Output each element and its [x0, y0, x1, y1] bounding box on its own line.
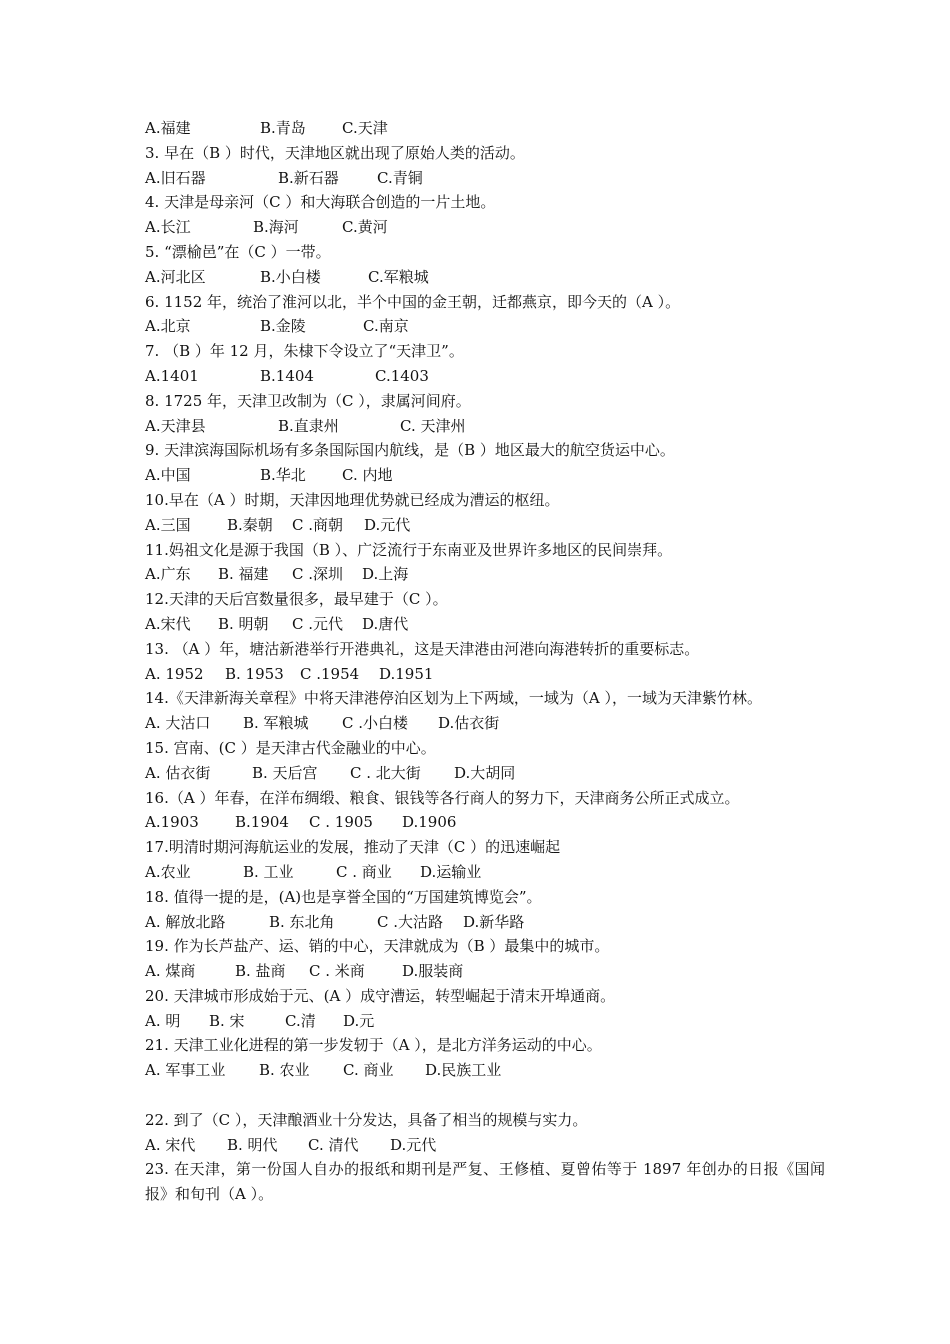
question-text: 6. 1152 年，统治了淮河以北，半个中国的金王朝，迁都燕京，即今天的（A ）。 [145, 292, 681, 311]
question-text: 7. （B ）年 12 月，朱棣下令设立了“天津卫”。 [145, 342, 464, 361]
answer-option: D.估衣街 [438, 714, 500, 733]
answer-options [145, 463, 825, 488]
answer-option: B. 天后宫 [252, 763, 318, 782]
question-text: 13. （A ）年，塘沽新港举行开港典礼，这是天津港由河港向海港转折的重要标志。 [145, 639, 700, 658]
answer-options [145, 711, 825, 736]
answer-option: D.上海 [362, 565, 409, 584]
answer-option: D.服装商 [402, 962, 464, 981]
answer-option: B.青岛 [260, 119, 306, 137]
answer-options [145, 215, 825, 240]
answer-option: D.1951 [379, 664, 434, 683]
answer-option: B. 宋 [209, 1011, 245, 1030]
answer-option: C .大沽路 [377, 912, 444, 931]
answer-options [145, 1058, 825, 1083]
answer-option: A.河北区 [145, 267, 206, 286]
answer-options [145, 513, 825, 538]
answer-option: C . 1905 [309, 813, 373, 832]
answer-options [145, 1133, 825, 1158]
answer-option: C.军粮城 [368, 267, 429, 286]
answer-options [145, 662, 825, 687]
answer-option: D.新华路 [463, 912, 525, 931]
answer-options [145, 1009, 825, 1034]
answer-options [145, 364, 825, 389]
question-text: 12.天津的天后宫数量很多，最早建于（C ）。 [145, 590, 448, 609]
answer-option: B.海河 [253, 218, 299, 237]
answer-options [145, 562, 825, 587]
answer-option: C. 清代 [308, 1135, 359, 1154]
answer-option: C. 天津州 [400, 416, 466, 435]
answer-option: C.青铜 [377, 168, 423, 187]
answer-option: A. 宋代 [145, 1135, 196, 1154]
answer-option: A.福建 [145, 119, 191, 137]
answer-option: C .深圳 [292, 565, 344, 584]
blank-line [145, 1083, 825, 1108]
answer-option: B. 东北角 [269, 912, 335, 931]
answer-option: B.1904 [235, 813, 289, 832]
answer-option: D.1906 [402, 813, 457, 832]
answer-option: A.长江 [145, 218, 191, 237]
answer-option: A.三国 [145, 515, 191, 534]
answer-options [145, 265, 825, 290]
answer-option: A.旧石器 [145, 168, 206, 187]
question-text: 20. 天津城市形成始于元、(A ）成守漕运，转型崛起于清末开埠通商。 [145, 986, 616, 1005]
answer-option: A.广东 [145, 565, 191, 584]
question-text: 17.明清时期河海航运业的发展，推动了天津（C ）的迅速崛起 [145, 838, 561, 857]
answer-option: B.直隶州 [278, 416, 339, 435]
answer-option: C. 内地 [342, 466, 393, 485]
answer-options [145, 761, 825, 786]
question-text: 4. 天津是母亲河（C ）和大海联合创造的一片土地。 [145, 193, 496, 212]
answer-options [145, 860, 825, 885]
answer-option: D.元代 [390, 1135, 437, 1154]
answer-options [145, 612, 825, 637]
answer-option: D.唐代 [362, 614, 409, 633]
answer-option: B. 农业 [259, 1061, 310, 1080]
question-text: 5. “漂榆邑”在（C ）一带。 [145, 242, 331, 261]
question-text: 15. 宫南、(C ）是天津古代金融业的中心。 [145, 738, 436, 757]
answer-option: B. 明朝 [218, 614, 269, 633]
answer-option: C . 北大街 [350, 763, 421, 782]
question-text: 21. 天津工业化进程的第一步发轫于（A ），是北方洋务运动的中心。 [145, 1036, 602, 1055]
answer-options [145, 414, 825, 439]
answer-option: D.民族工业 [425, 1061, 502, 1080]
question-text: 3. 早在（B ）时代，天津地区就出现了原始人类的活动。 [145, 143, 525, 162]
answer-options [145, 314, 825, 339]
answer-option: A. 明 [145, 1011, 181, 1030]
answer-option: A. 煤商 [145, 962, 196, 981]
answer-option: B.1404 [260, 366, 314, 385]
answer-option: A. 估衣街 [145, 763, 211, 782]
answer-option: A. 军事工业 [145, 1061, 226, 1080]
answer-option: D.运输业 [420, 862, 482, 881]
answer-option: B.秦朝 [227, 515, 273, 534]
answer-option: A.1903 [145, 813, 199, 832]
answer-option: D.元 [343, 1011, 375, 1030]
answer-option: A.中国 [145, 466, 191, 485]
question-text: 10.早在（A ）时期，天津因地理优势就已经成为漕运的枢纽。 [145, 490, 560, 509]
document-page [145, 116, 825, 1207]
answer-option: A.北京 [145, 317, 191, 336]
question-text: 22. 到了（C ），天津酿酒业十分发达，具备了相当的规模与实力。 [145, 1110, 588, 1129]
answer-option: B. 1953 [225, 664, 284, 683]
answer-option: C.黄河 [342, 218, 388, 237]
answer-option: C.1403 [375, 366, 429, 385]
answer-option: C . 商业 [336, 862, 392, 881]
answer-option: B.金陵 [260, 317, 306, 336]
answer-option: B. 明代 [227, 1135, 278, 1154]
answer-options [145, 116, 825, 141]
answer-option: C.天津 [342, 119, 388, 137]
answer-options [145, 910, 825, 935]
question-text: 16.（A ）年春，在洋布绸缎、粮食、银钱等各行商人的努力下，天津商务公所正式成立。 [145, 788, 740, 807]
question-text: 18. 值得一提的是，(A)也是享誉全国的“万国建筑博览会”。 [145, 887, 542, 906]
question-text: 9. 天津滨海国际机场有多条国际国内航线，是（B ）地区最大的航空货运中心。 [145, 441, 675, 460]
question-text: 8. 1725 年，天津卫改制为（C ），隶属河间府。 [145, 391, 471, 410]
answer-options [145, 959, 825, 984]
answer-option: C .商朝 [292, 515, 344, 534]
answer-option: A.宋代 [145, 614, 191, 633]
answer-option: A.天津县 [145, 416, 206, 435]
answer-option: C.南京 [363, 317, 409, 336]
answer-option: B. 军粮城 [243, 714, 309, 733]
answer-option: D.元代 [364, 515, 411, 534]
question-text: 23. 在天津，第一份国人自办的报纸和期刊是严复、王修植、夏曾佑等于 1897 年创办的日报《国闻报》和旬刊（A ）。 [145, 1160, 825, 1204]
answer-options [145, 166, 825, 191]
answer-option: B. 盐商 [235, 962, 286, 981]
answer-option: C . 米商 [309, 962, 365, 981]
answer-option: D.大胡同 [454, 763, 516, 782]
answer-option: B.华北 [260, 466, 306, 485]
answer-option: A.1401 [145, 366, 199, 385]
answer-option: B. 工业 [243, 862, 294, 881]
answer-option: A. 1952 [145, 664, 204, 683]
answer-option: C. 商业 [343, 1061, 394, 1080]
answer-option: B. 福建 [218, 565, 269, 584]
question-text: 14.《天津新海关章程》中将天津港停泊区划为上下两域，一域为（A ），一域为天津紫竹林。 [145, 689, 762, 708]
answer-option: C.清 [285, 1011, 316, 1030]
answer-option: A. 大沽口 [145, 714, 211, 733]
answer-option: A.农业 [145, 862, 191, 881]
answer-option: A. 解放北路 [145, 912, 226, 931]
answer-option: C .元代 [292, 614, 344, 633]
question-text: 19. 作为长芦盐产、运、销的中心，天津就成为（B ）最集中的城市。 [145, 937, 610, 956]
answer-options [145, 810, 825, 835]
answer-option: B.小白楼 [260, 267, 321, 286]
answer-option: C .1954 [300, 664, 360, 683]
answer-option: C .小白楼 [342, 714, 409, 733]
question-text: 11.妈祖文化是源于我国（B ）、广泛流行于东南亚及世界许多地区的民间崇拜。 [145, 540, 673, 559]
answer-option: B.新石器 [278, 168, 339, 187]
